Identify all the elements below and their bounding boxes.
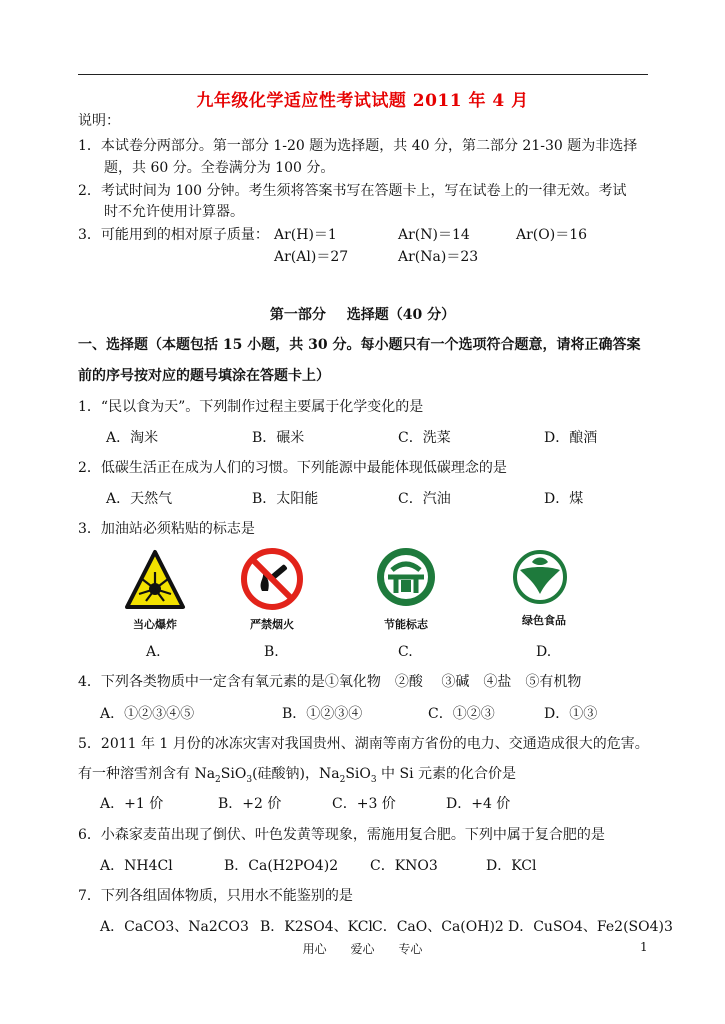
q5-stem-1: 5．2011 年 1 月份的冰冻灾害对我国贵州、湖南等南方省份的电力、交通造成很大的危害。 — [78, 736, 649, 752]
q3-option-b: B. — [264, 644, 279, 660]
top-rule — [78, 74, 648, 75]
q5-option-a: A．+1 价 — [100, 796, 164, 812]
mass-h: Ar(H)＝1 — [274, 227, 337, 243]
mass-o: Ar(O)＝16 — [516, 227, 588, 243]
explosion-warning-icon — [124, 549, 186, 611]
q5-option-d: D．+4 价 — [446, 796, 511, 812]
q4-option-a: A．①②③④⑤ — [100, 706, 195, 722]
q6-option-c: C．KNO3 — [370, 858, 438, 874]
q1-option-b: B．碾米 — [252, 430, 305, 446]
q5-sub-c: 2 — [339, 774, 346, 785]
q2-option-b: B．太阳能 — [252, 491, 319, 507]
section-part: 第一部分 — [269, 307, 326, 323]
q2-option-a: A．天然气 — [106, 491, 173, 507]
page-title: 九年级化学适应性考试试题 2011 年 4 月 — [196, 91, 529, 111]
q6-option-a: A．NH4Cl — [100, 858, 173, 874]
footer — [0, 940, 725, 957]
page-number: 1 — [640, 940, 648, 954]
footer-item-2: 爱心 — [350, 942, 375, 956]
q5-text-a: 有一种溶雪剂含有 Na — [78, 766, 216, 782]
sign-a-caption: 当心爆炸 — [133, 618, 177, 631]
footer-item-3: 专心 — [398, 942, 423, 956]
instructions-a: 一、选择题（本题包括 15 小题，共 30 分。每小题只有一个选项符合题意，请将正确答案 — [78, 337, 641, 353]
q7-option-d: D．CuSO4、Fe2(SO4)3 — [508, 919, 673, 935]
q5-sub-b: 3 — [246, 774, 253, 785]
q4-option-d: D．①③ — [544, 706, 598, 722]
q6-stem: 6．小森家麦苗出现了倒伏、叶色发黄等现象，需施用复合肥。下列中属于复合肥的是 — [78, 827, 605, 843]
sign-d-caption: 绿色食品 — [522, 614, 566, 627]
note-2b: 时不允许使用计算器。 — [104, 204, 244, 220]
sign-c-caption: 节能标志 — [384, 618, 428, 631]
section-name: 选择题（40 分） — [346, 307, 456, 323]
notes-heading: 说明： — [78, 113, 120, 129]
note-1b: 题，共 60 分。全卷满分为 100 分。 — [104, 160, 335, 176]
q3-option-a: A. — [146, 644, 161, 660]
note-2a: 2．考试时间为 100 分钟。考生须将答案书写在答题卡上，写在试卷上的一律无效。考试 — [78, 183, 627, 199]
q5-option-c: C．+3 价 — [332, 796, 396, 812]
instructions-b: 前的序号按对应的题号填涂在答题卡上） — [78, 368, 330, 384]
q5-text-e: 中 Si 元素的化合价是 — [376, 766, 517, 782]
sign-b-caption: 严禁烟火 — [250, 618, 294, 631]
q7-option-c: C．CaO、Ca(OH)2 — [372, 919, 504, 935]
q6-option-b: B．Ca(H2PO4)2 — [224, 858, 339, 874]
q5-text-b: SiO — [220, 766, 247, 782]
mass-na: Ar(Na)＝23 — [398, 249, 479, 265]
q5-option-b: B．+2 价 — [218, 796, 282, 812]
q7-option-b: B．K2SO4、KCl — [260, 919, 373, 935]
note-3: 3．可能用到的相对原子质量： — [78, 227, 269, 243]
section-title — [0, 304, 725, 324]
q2-stem: 2．低碳生活正在成为人们的习惯。下列能源中最能体现低碳理念的是 — [78, 460, 507, 476]
q5-text-c: (硅酸钠)，Na — [252, 766, 340, 782]
q1-option-c: C．洗菜 — [398, 430, 451, 446]
q3-option-c: C. — [398, 644, 413, 660]
q4-option-b: B．①②③④ — [282, 706, 363, 722]
q7-option-a: A．CaCO3、Na2CO3 — [100, 919, 249, 935]
mass-n: Ar(N)＝14 — [398, 227, 470, 243]
note-1a: 1．本试卷分两部分。第一部分 1-20 题为选择题，共 40 分，第二部分 21-30 题为非选择 — [78, 138, 638, 154]
q5-sub-a: 2 — [215, 774, 221, 785]
q4-option-c: C．①②③ — [428, 706, 495, 722]
q2-option-d: D．煤 — [544, 491, 584, 507]
q3-option-d: D. — [536, 644, 552, 660]
green-food-icon — [512, 548, 568, 606]
no-fire-icon — [240, 547, 304, 611]
footer-item-1: 用心 — [302, 942, 327, 956]
energy-saving-icon — [374, 544, 438, 610]
q5-text-d: SiO — [345, 766, 371, 782]
q2-option-c: C．汽油 — [398, 491, 451, 507]
q1-option-a: A．淘米 — [106, 430, 159, 446]
q5-sub-d: 3 — [370, 774, 377, 785]
q5-stem-2 — [78, 765, 516, 789]
q7-stem: 7．下列各组固体物质，只用水不能鉴别的是 — [78, 888, 353, 904]
q4-stem: 4．下列各类物质中一定含有氧元素的是①氧化物 ②酸 ③碱 ④盐 ⑤有机物 — [78, 674, 582, 690]
q1-option-d: D．酿酒 — [544, 430, 598, 446]
q6-option-d: D．KCl — [486, 858, 537, 874]
q1-stem: 1．“民以食为天”。下列制作过程主要属于化学变化的是 — [78, 399, 424, 415]
q3-stem: 3．加油站必须粘贴的标志是 — [78, 521, 255, 537]
mass-al: Ar(Al)＝27 — [274, 249, 349, 265]
